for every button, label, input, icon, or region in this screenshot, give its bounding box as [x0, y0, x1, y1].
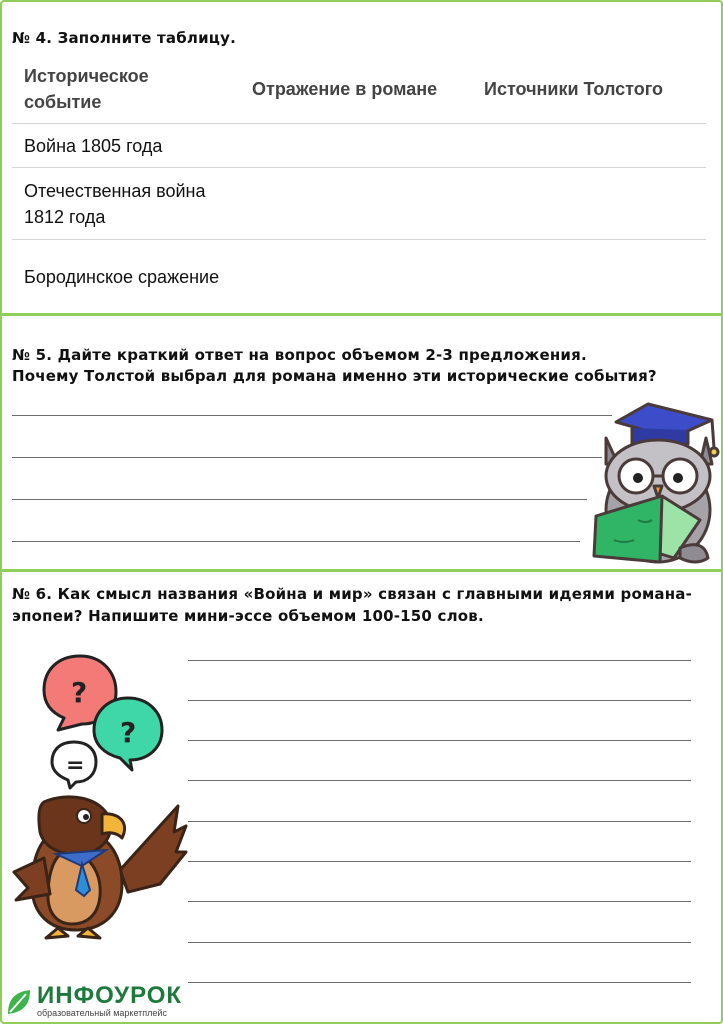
table-header-row	[12, 55, 706, 124]
bubble-question-1: ?	[71, 676, 88, 709]
reflection-cell[interactable]	[240, 240, 472, 314]
essay-line[interactable]	[188, 660, 691, 661]
answer-line[interactable]	[12, 541, 580, 542]
sources-cell[interactable]	[472, 168, 706, 240]
section-divider	[2, 313, 721, 316]
task6-question: № 6. Как смысл названия «Война и мир» связан с главными идеями романа-	[12, 585, 693, 603]
task4-title: № 4. Заполните таблицу.	[12, 29, 237, 47]
essay-line[interactable]	[188, 700, 691, 701]
essay-line[interactable]	[188, 901, 691, 902]
brand-name: ИНФОУРОК	[37, 982, 183, 1009]
col-header-reflection: Отражение в романе	[252, 79, 438, 99]
owl-graduate-reading-book-icon	[576, 398, 722, 570]
event-cell: Бородинское сражение	[12, 240, 240, 314]
infourok-leaf-icon	[6, 988, 32, 1016]
essay-line[interactable]	[188, 942, 691, 943]
event-cell: Отечественная война 1812 года	[12, 168, 240, 240]
sources-cell[interactable]	[472, 124, 706, 168]
table-row	[12, 124, 706, 168]
essay-line[interactable]	[188, 740, 691, 741]
essay-line[interactable]	[188, 982, 691, 983]
answer-line[interactable]	[12, 415, 612, 416]
col-header-event: Историческое событие	[24, 66, 149, 112]
table-row	[12, 240, 706, 314]
brand-tagline: образовательный маркетплейс	[37, 1008, 167, 1018]
event-cell: Война 1805 года	[12, 124, 240, 168]
bubble-equals: =	[66, 753, 85, 778]
sources-cell[interactable]	[472, 240, 706, 314]
speech-bubbles-icon	[40, 650, 172, 790]
reflection-cell[interactable]	[240, 124, 472, 168]
table-row	[12, 168, 706, 240]
history-table	[12, 55, 706, 314]
eagle-with-speech-bubbles-icon	[10, 792, 188, 940]
essay-line[interactable]	[188, 821, 691, 822]
essay-line[interactable]	[188, 861, 691, 862]
section-divider	[2, 569, 721, 572]
answer-line[interactable]	[12, 457, 602, 458]
bubble-question-2: ?	[120, 716, 137, 749]
infourok-logo	[6, 984, 182, 1019]
essay-line[interactable]	[188, 780, 691, 781]
task5-question: № 5. Дайте краткий ответ на вопрос объемом 2-3 предложения.	[12, 346, 587, 364]
task5-question-line2: Почему Толстой выбрал для романа именно эти исторические события?	[12, 367, 657, 385]
reflection-cell[interactable]	[240, 168, 472, 240]
task6-question-line2: эпопеи? Напишите мини-эссе объемом 100-150 слов.	[12, 607, 484, 625]
col-header-sources: Источники Толстого	[484, 79, 663, 99]
answer-line[interactable]	[12, 499, 587, 500]
